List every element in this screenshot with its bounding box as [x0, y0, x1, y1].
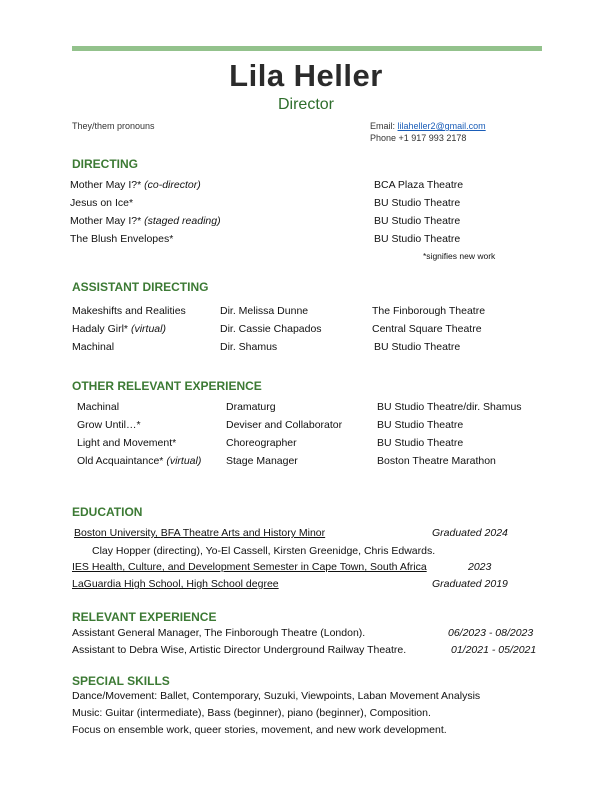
directing-item: Mother May I?* (staged reading): [70, 215, 221, 227]
other-experience-role: Choreographer: [226, 437, 297, 449]
assistant-directing-director: Dir. Melissa Dunne: [220, 305, 309, 317]
resume-name: Lila Heller: [229, 58, 383, 93]
experience-date: 06/2023 - 08/2023: [448, 627, 534, 639]
directing-venue: BU Studio Theatre: [374, 215, 461, 227]
assistant-directing-item: Machinal: [72, 341, 115, 353]
section-title-education: EDUCATION: [72, 505, 143, 519]
education-degree: Boston University, BFA Theatre Arts and History Minor: [74, 527, 326, 539]
phone: Phone +1 917 993 2178: [370, 133, 467, 143]
other-experience-venue: Boston Theatre Marathon: [377, 455, 496, 467]
directing-item: The Blush Envelopes*: [70, 233, 174, 245]
other-experience-venue: BU Studio Theatre/dir. Shamus: [377, 401, 522, 413]
email-link[interactable]: lilaheller2@gmail.com: [397, 121, 486, 131]
section-title-assistant-directing: ASSISTANT DIRECTING: [72, 280, 209, 294]
education-instructors: Clay Hopper (directing), Yo-El Cassell, Kirsten Greenidge, Chris Edwards.: [92, 545, 436, 557]
pronouns: They/them pronouns: [72, 121, 155, 131]
other-experience-venue: BU Studio Theatre: [377, 437, 464, 449]
experience-date: 01/2021 - 05/2021: [451, 644, 537, 656]
assistant-directing-item: Makeshifts and Realities: [72, 305, 186, 317]
assistant-directing-venue: The Finborough Theatre: [372, 305, 486, 317]
other-experience-role: Dramaturg: [226, 401, 276, 413]
assistant-directing-venue: BU Studio Theatre: [374, 341, 461, 353]
email-line: [370, 121, 486, 131]
skills-line: Dance/Movement: Ballet, Contemporary, Suzuki, Viewpoints, Laban Movement Analysis: [72, 690, 481, 702]
assistant-directing-item: Hadaly Girl* (virtual): [72, 323, 166, 335]
new-work-footnote: *signifies new work: [423, 251, 496, 261]
directing-venue: BU Studio Theatre: [374, 233, 461, 245]
experience-item: Assistant General Manager, The Finborough Theatre (London).: [72, 627, 366, 639]
other-experience-item: Machinal: [77, 401, 120, 413]
header-accent-bar: [72, 46, 542, 51]
directing-venue: BCA Plaza Theatre: [374, 179, 464, 191]
other-experience-item: Grow Until…*: [77, 419, 141, 431]
skills-line: Focus on ensemble work, queer stories, movement, and new work development.: [72, 724, 447, 736]
assistant-directing-director: Dir. Shamus: [220, 341, 278, 353]
section-title-other-experience: OTHER RELEVANT EXPERIENCE: [72, 379, 262, 393]
other-experience-item: Old Acquaintance* (virtual): [77, 455, 202, 467]
directing-item: Jesus on Ice*: [70, 197, 134, 209]
other-experience-venue: BU Studio Theatre: [377, 419, 464, 431]
education-date: 2023: [468, 561, 492, 573]
section-title-special-skills: SPECIAL SKILLS: [72, 674, 170, 688]
section-title-relevant-experience: RELEVANT EXPERIENCE: [72, 610, 217, 624]
email-label: Email:: [370, 121, 398, 131]
education-program: IES Health, Culture, and Development Semester in Cape Town, South Africa: [72, 561, 427, 573]
section-title-directing: DIRECTING: [72, 157, 138, 171]
experience-item: Assistant to Debra Wise, Artistic Director Underground Railway Theatre.: [72, 644, 407, 656]
resume-role: Director: [277, 96, 334, 113]
education-degree: LaGuardia High School, High School degree: [72, 578, 279, 590]
directing-item: Mother May I?* (co-director): [70, 179, 201, 191]
assistant-directing-director: Dir. Cassie Chapados: [220, 323, 322, 335]
skills-line: Music: Guitar (intermediate), Bass (beginner), piano (beginner), Composition.: [72, 707, 431, 719]
other-experience-item: Light and Movement*: [77, 437, 177, 449]
education-date: Graduated 2024: [432, 527, 508, 539]
other-experience-role: Stage Manager: [226, 455, 298, 467]
directing-venue: BU Studio Theatre: [374, 197, 461, 209]
assistant-directing-venue: Central Square Theatre: [372, 323, 482, 335]
other-experience-role: Deviser and Collaborator: [226, 419, 343, 431]
education-date: Graduated 2019: [432, 578, 508, 590]
